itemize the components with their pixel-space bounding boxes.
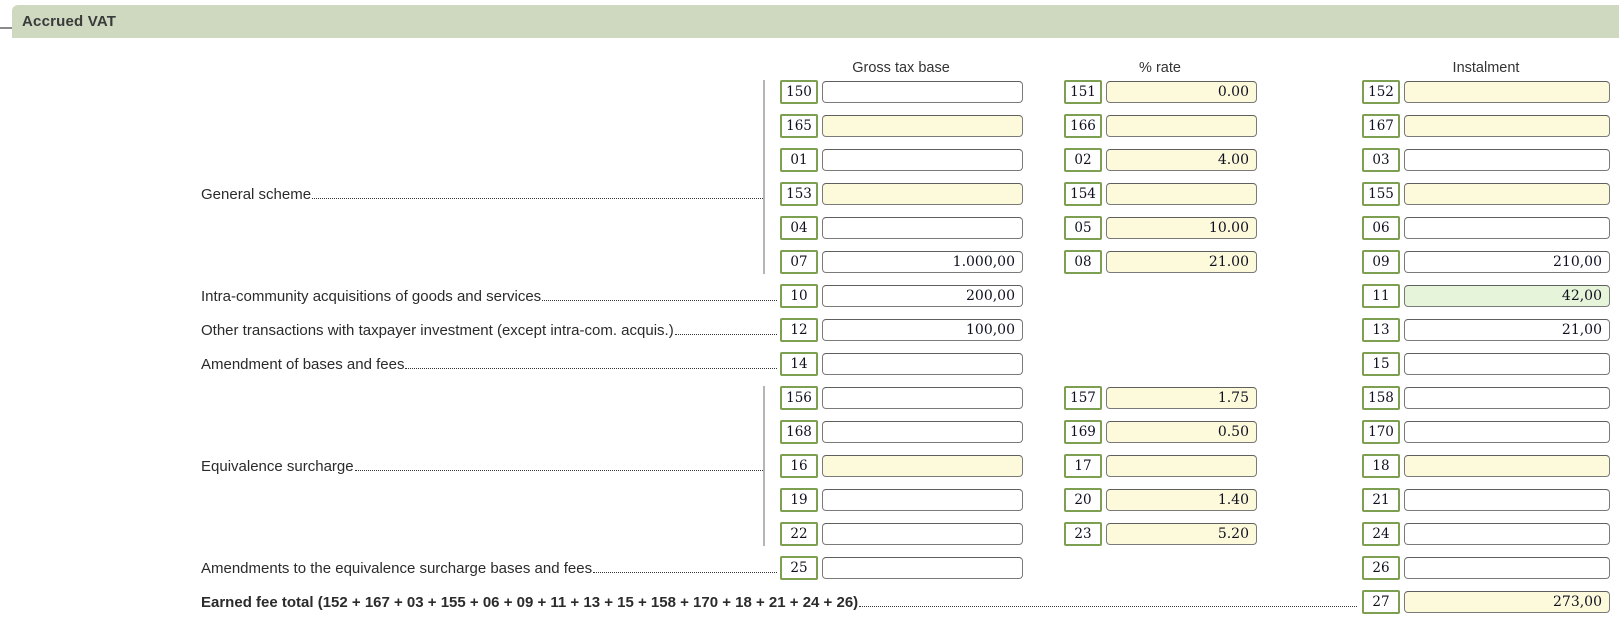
field-number-box-167: 167	[1362, 114, 1400, 138]
field-number-box-21: 21	[1362, 488, 1400, 512]
field-input-165[interactable]	[822, 115, 1023, 137]
field-input-158[interactable]	[1404, 387, 1610, 409]
row-label-11	[201, 454, 763, 478]
field-number-box-152: 152	[1362, 80, 1400, 104]
field-number-box-165: 165	[780, 114, 818, 138]
field-number-box-168: 168	[780, 420, 818, 444]
field-number-box-13: 13	[1362, 318, 1400, 342]
dotted-leader	[542, 300, 777, 301]
field-input-07[interactable]: 1.000,00	[822, 251, 1023, 273]
row-label-7	[201, 318, 777, 342]
field-input-154[interactable]	[1106, 183, 1257, 205]
field-input-15[interactable]	[1404, 353, 1610, 375]
row-label-text: Intra-community acquisitions of goods and services	[201, 287, 542, 305]
field-number-box-19: 19	[780, 488, 818, 512]
dotted-leader	[312, 198, 763, 199]
field-input-153[interactable]	[822, 183, 1023, 205]
row-label-text: Equivalence surcharge	[201, 457, 354, 475]
field-number-box-03: 03	[1362, 148, 1400, 172]
section-bracket-line-0	[763, 80, 765, 274]
field-input-05[interactable]: 10.00	[1106, 217, 1257, 239]
field-input-03[interactable]	[1404, 149, 1610, 171]
field-input-169[interactable]: 0.50	[1106, 421, 1257, 443]
field-input-150[interactable]	[822, 81, 1023, 103]
field-input-23[interactable]: 5.20	[1106, 523, 1257, 545]
row-label-6	[201, 284, 777, 308]
field-number-box-158: 158	[1362, 386, 1400, 410]
field-input-155[interactable]	[1404, 183, 1610, 205]
field-number-box-25: 25	[780, 556, 818, 580]
row-label-8	[201, 352, 777, 376]
field-number-box-09: 09	[1362, 250, 1400, 274]
field-input-18[interactable]	[1404, 455, 1610, 477]
field-input-27[interactable]: 273,00	[1404, 591, 1610, 613]
field-input-168[interactable]	[822, 421, 1023, 443]
field-input-25[interactable]	[822, 557, 1023, 579]
field-input-04[interactable]	[822, 217, 1023, 239]
dotted-leader	[675, 334, 777, 335]
dotted-leader	[593, 572, 777, 573]
field-input-170[interactable]	[1404, 421, 1610, 443]
field-number-box-24: 24	[1362, 522, 1400, 546]
field-number-box-17: 17	[1064, 454, 1102, 478]
field-input-13[interactable]: 21,00	[1404, 319, 1610, 341]
field-input-166[interactable]	[1106, 115, 1257, 137]
row-label-text: Other transactions with taxpayer investment (except intra-com. acquis.)	[201, 321, 674, 339]
field-number-box-26: 26	[1362, 556, 1400, 580]
field-number-box-05: 05	[1064, 216, 1102, 240]
dotted-leader	[405, 368, 777, 369]
field-input-24[interactable]	[1404, 523, 1610, 545]
field-number-box-27: 27	[1362, 590, 1400, 614]
section-title: Accrued VAT	[22, 13, 117, 30]
section-header-band	[12, 5, 1619, 38]
field-number-box-169: 169	[1064, 420, 1102, 444]
column-header-instalment: Instalment	[1452, 60, 1520, 76]
field-number-box-153: 153	[780, 182, 818, 206]
field-input-09[interactable]: 210,00	[1404, 251, 1610, 273]
field-input-22[interactable]	[822, 523, 1023, 545]
row-label-14	[201, 556, 777, 580]
row-label-text: General scheme	[201, 185, 312, 203]
field-input-152[interactable]	[1404, 81, 1610, 103]
field-input-20[interactable]: 1.40	[1106, 489, 1257, 511]
field-input-08[interactable]: 21.00	[1106, 251, 1257, 273]
field-input-06[interactable]	[1404, 217, 1610, 239]
field-number-box-02: 02	[1064, 148, 1102, 172]
field-number-box-155: 155	[1362, 182, 1400, 206]
column-header-rate: % rate	[1139, 60, 1181, 76]
row-label-text: Amendments to the equivalence surcharge bases and fees	[201, 559, 593, 577]
field-input-157[interactable]: 1.75	[1106, 387, 1257, 409]
field-input-14[interactable]	[822, 353, 1023, 375]
field-number-box-14: 14	[780, 352, 818, 376]
field-input-156[interactable]	[822, 387, 1023, 409]
row-label-15	[201, 590, 1357, 614]
section-bracket-line-1	[763, 386, 765, 546]
field-number-box-15: 15	[1362, 352, 1400, 376]
field-input-26[interactable]	[1404, 557, 1610, 579]
field-number-box-166: 166	[1064, 114, 1102, 138]
field-number-box-06: 06	[1362, 216, 1400, 240]
field-number-box-22: 22	[780, 522, 818, 546]
field-number-box-20: 20	[1064, 488, 1102, 512]
field-number-box-04: 04	[780, 216, 818, 240]
field-number-box-18: 18	[1362, 454, 1400, 478]
field-number-box-151: 151	[1064, 80, 1102, 104]
field-number-box-156: 156	[780, 386, 818, 410]
field-number-box-01: 01	[780, 148, 818, 172]
field-input-02[interactable]: 4.00	[1106, 149, 1257, 171]
dotted-leader	[355, 470, 763, 471]
row-label-text: Amendment of bases and fees	[201, 355, 405, 373]
field-input-11[interactable]: 42,00	[1404, 285, 1610, 307]
field-number-box-16: 16	[780, 454, 818, 478]
dotted-leader	[859, 606, 1357, 607]
field-input-10[interactable]: 200,00	[822, 285, 1023, 307]
field-input-21[interactable]	[1404, 489, 1610, 511]
field-number-box-12: 12	[780, 318, 818, 342]
field-number-box-10: 10	[780, 284, 818, 308]
field-input-01[interactable]	[822, 149, 1023, 171]
field-number-box-08: 08	[1064, 250, 1102, 274]
field-input-17[interactable]	[1106, 455, 1257, 477]
field-number-box-170: 170	[1362, 420, 1400, 444]
field-number-box-23: 23	[1064, 522, 1102, 546]
field-number-box-154: 154	[1064, 182, 1102, 206]
row-label-text: Earned fee total (152 + 167 + 03 + 155 + 06 + 09 + 11 + 13 + 15 + 158 + 170 + 18 + 21 + 24 + 26)	[201, 593, 859, 611]
field-input-167[interactable]	[1404, 115, 1610, 137]
column-header-gross-tax-base: Gross tax base	[852, 60, 950, 76]
field-number-box-150: 150	[780, 80, 818, 104]
row-label-3	[201, 182, 763, 206]
field-number-box-11: 11	[1362, 284, 1400, 308]
field-number-box-157: 157	[1064, 386, 1102, 410]
field-input-16[interactable]	[822, 455, 1023, 477]
field-input-151[interactable]: 0.00	[1106, 81, 1257, 103]
field-input-19[interactable]	[822, 489, 1023, 511]
field-input-12[interactable]: 100,00	[822, 319, 1023, 341]
field-number-box-07: 07	[780, 250, 818, 274]
